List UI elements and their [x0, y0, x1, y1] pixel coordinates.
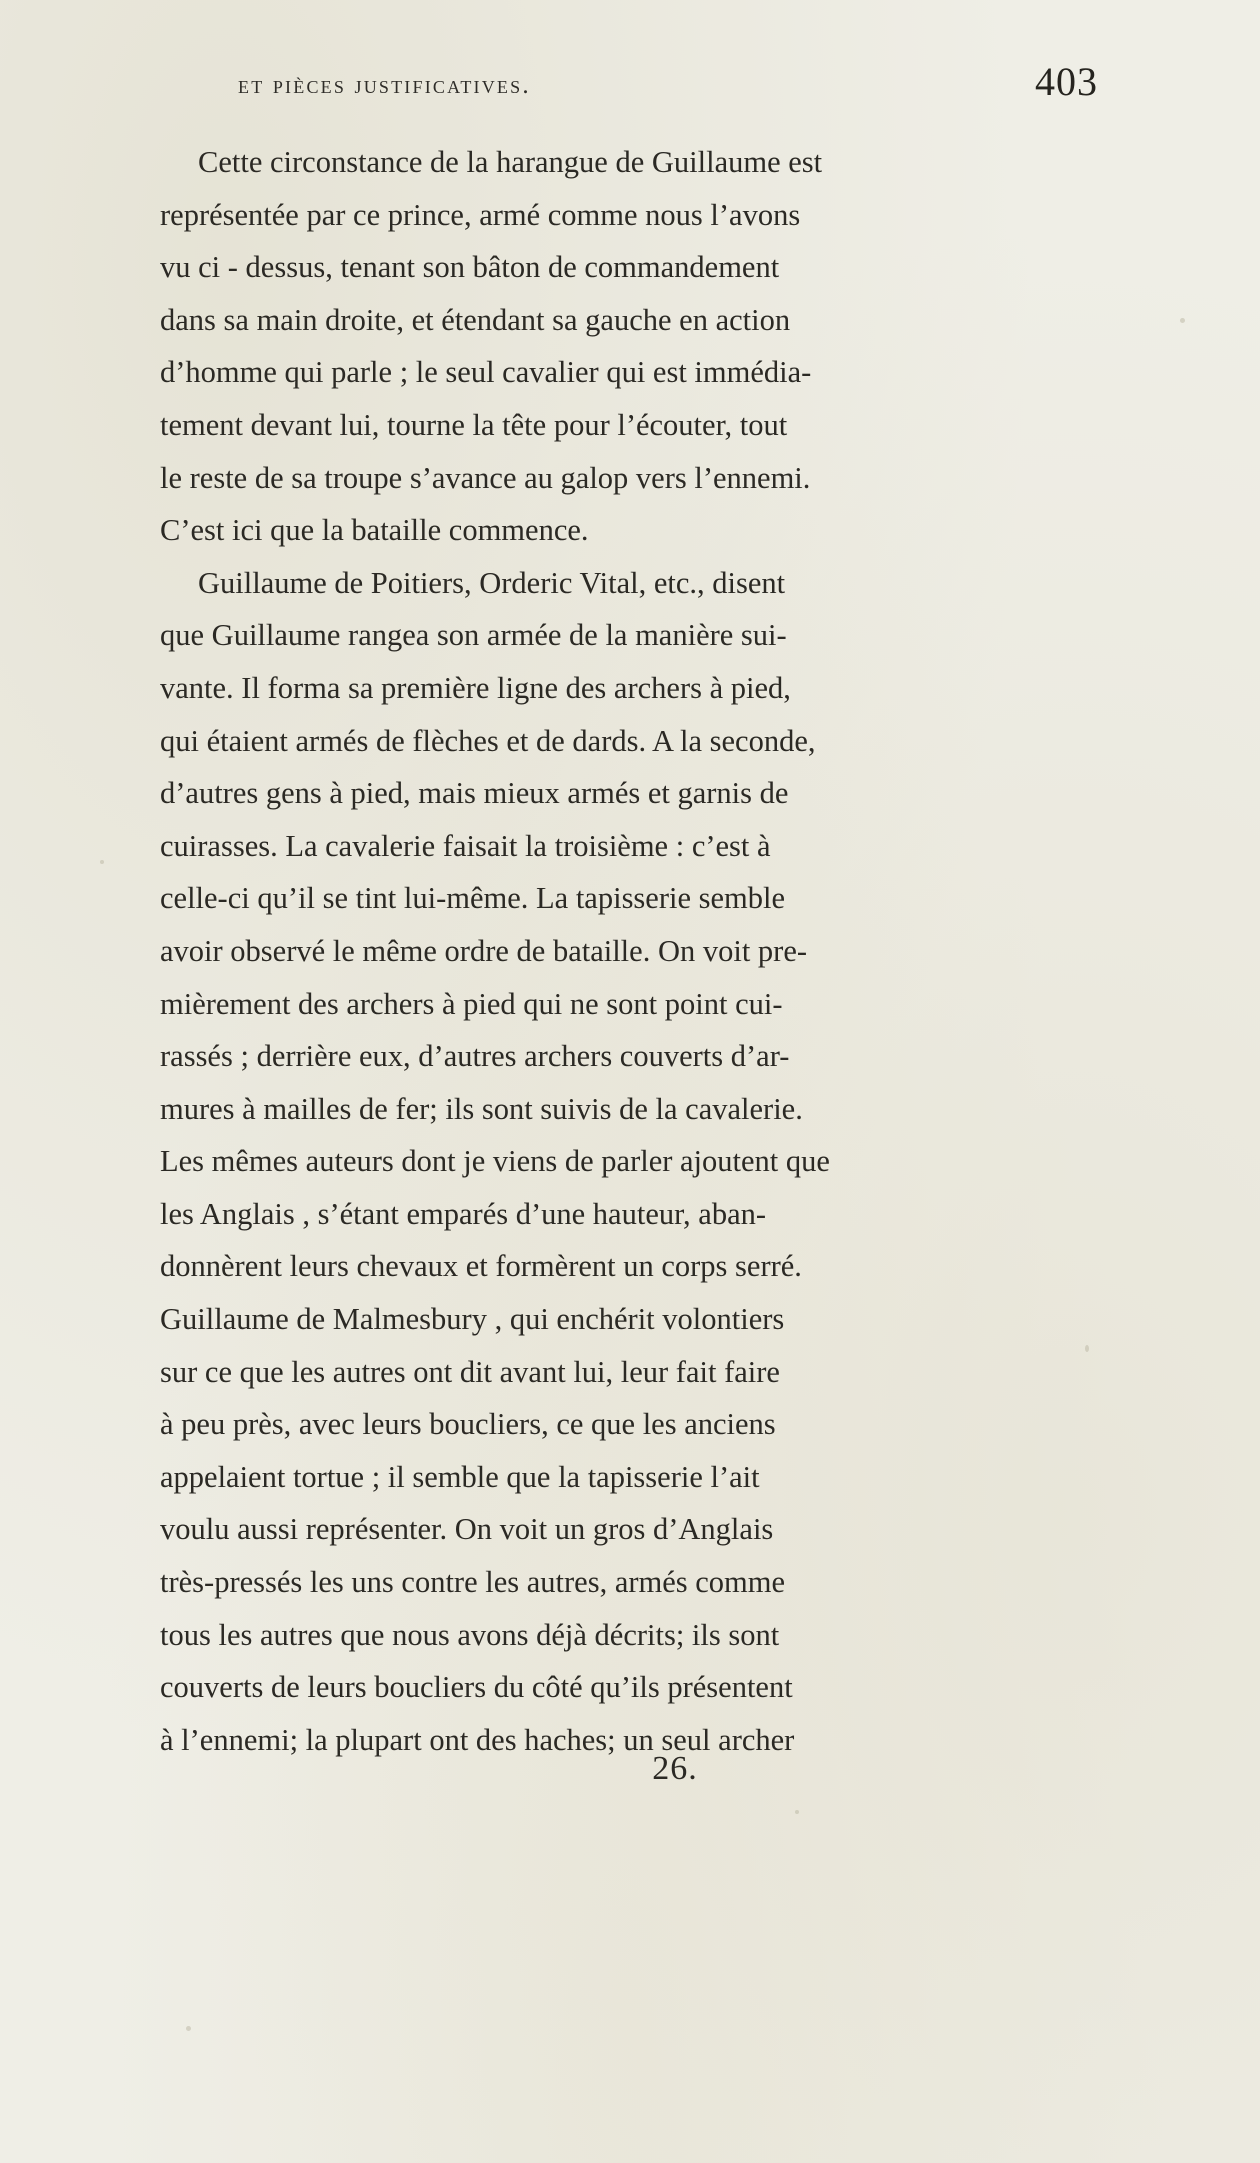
text-line: avoir observé le même ordre de bataille. On voit pre- [160, 933, 808, 968]
paragraph-2 [160, 557, 1000, 1767]
text-line: Les mêmes auteurs dont je viens de parler ajoutent que [160, 1144, 830, 1179]
text-line: donnèrent leurs chevaux et formèrent un corps serré. [160, 1249, 802, 1284]
page-number: 403 [1035, 59, 1098, 104]
text-line: représentée par ce prince, armé comme nous l’avons [160, 197, 801, 232]
text-line: voulu aussi représenter. On voit un gros d’Anglais [160, 1512, 774, 1547]
text-line: à peu près, avec leurs boucliers, ce que les anciens [160, 1407, 776, 1442]
text-line: à l’ennemi; la plupart ont des haches; un seul archer [160, 1722, 795, 1757]
text-line: qui étaient armés de flèches et de dards. A la seconde, [160, 723, 816, 758]
running-title: et pièces justificatives. [238, 72, 531, 99]
text-line: le reste de sa troupe s’avance au galop vers l’ennemi. [160, 460, 811, 495]
text-line: appelaient tortue ; il semble que la tapisserie l’ait [160, 1459, 760, 1494]
text-line: C’est ici que la bataille commence. [160, 513, 589, 548]
text-line: dans sa main droite, et étendant sa gauche en action [160, 302, 791, 337]
paragraph-1 [160, 136, 1000, 557]
text-line: très-pressés les uns contre les autres, armés comme [160, 1565, 786, 1600]
text-line: mièrement des archers à pied qui ne sont point cui- [160, 986, 783, 1021]
text-line: Cette circonstance de la harangue de Guillaume est [198, 145, 823, 179]
text-line: d’homme qui parle ; le seul cavalier qui est immédia- [160, 355, 812, 390]
text-line: d’autres gens à pied, mais mieux armés et garnis de [160, 776, 789, 811]
text-line: vu ci - dessus, tenant son bâton de commandement [160, 250, 780, 285]
text-line: cuirasses. La cavalerie faisait la troisième : c’est à [160, 828, 771, 863]
text-line: mures à mailles de fer; ils sont suivis de la cavalerie. [160, 1091, 803, 1126]
signature-mark: 26. [652, 1750, 698, 1787]
text-line: Guillaume de Malmesbury , qui enchérit volontiers [160, 1302, 785, 1337]
text-line: rassés ; derrière eux, d’autres archers couverts d’ar- [160, 1039, 790, 1074]
text-line: tement devant lui, tourne la tête pour l’écouter, tout [160, 407, 788, 442]
text-line: que Guillaume rangea son armée de la manière sui- [160, 618, 787, 653]
text-line: sur ce que les autres ont dit avant lui, leur fait faire [160, 1354, 780, 1389]
body-text [160, 136, 1000, 1766]
text-line: les Anglais , s’étant emparés d’une hauteur, aban- [160, 1196, 767, 1231]
text-line: celle-ci qu’il se tint lui-même. La tapisserie semble [160, 881, 786, 916]
text-line: couverts de leurs boucliers du côté qu’ils présentent [160, 1670, 793, 1705]
text-line: vante. Il forma sa première ligne des archers à pied, [160, 670, 791, 705]
text-line: tous les autres que nous avons déjà décrits; ils sont [160, 1617, 780, 1652]
text-line: Guillaume de Poitiers, Orderic Vital, etc., disent [198, 565, 786, 600]
